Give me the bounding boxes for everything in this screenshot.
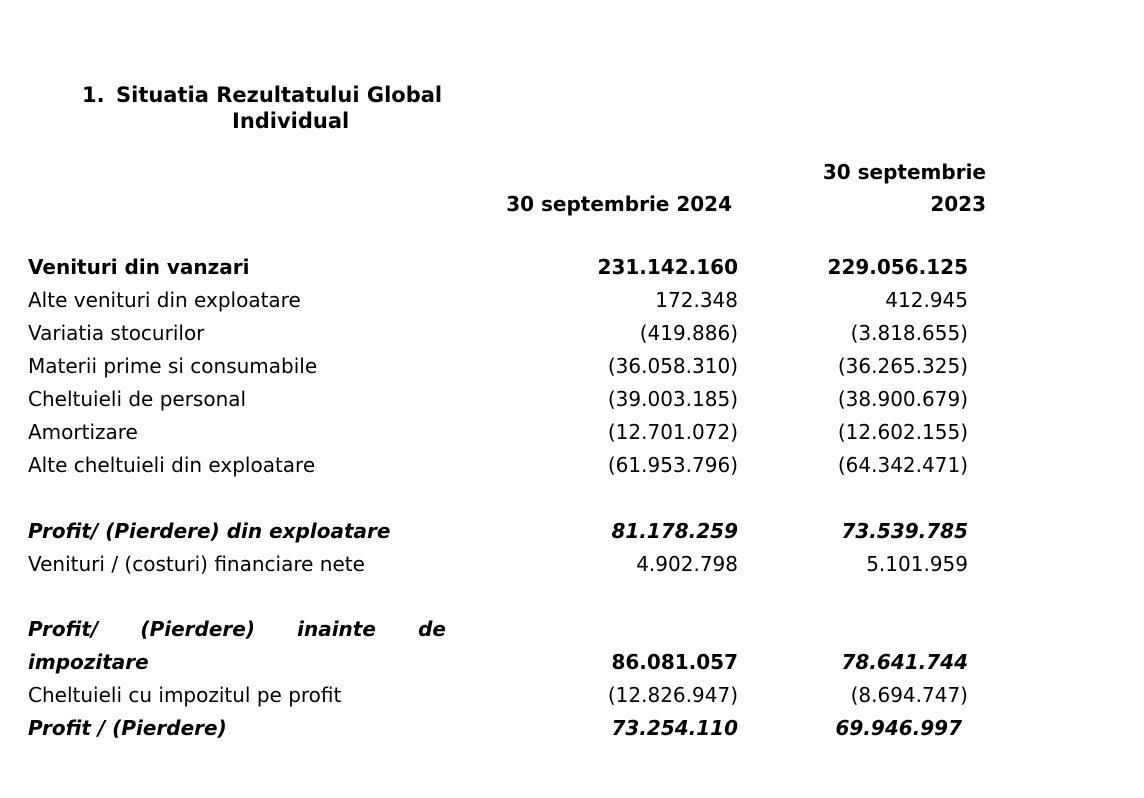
- value-2024: 231.142.160: [597, 255, 738, 279]
- row-label: Profit / (Pierdere): [28, 716, 227, 740]
- value-2023: (3.818.655): [850, 321, 968, 345]
- row-label: Amortizare: [28, 420, 138, 444]
- row-label: Cheltuieli cu impozitul pe profit: [28, 683, 342, 707]
- value-2024: (419.886): [639, 321, 738, 345]
- table-row: [28, 548, 988, 581]
- row-label: Venituri / (costuri) financiare nete: [28, 552, 365, 576]
- column-header-2023-line-1: 30 septembrie: [822, 160, 986, 184]
- table-row: [28, 317, 988, 350]
- value-2023: 73.539.785: [841, 519, 968, 543]
- row-label: Variatia stocurilor: [28, 321, 205, 345]
- table-row: [28, 383, 988, 416]
- table-row: [28, 284, 988, 317]
- value-2024: 172.348: [655, 288, 738, 312]
- table-row: [28, 449, 988, 482]
- table-row-total: [28, 712, 988, 745]
- row-label: Alte cheltuieli din exploatare: [28, 453, 316, 477]
- value-2024: 4.902.798: [636, 552, 738, 576]
- table-row: [28, 350, 988, 383]
- table-row: [28, 416, 988, 449]
- value-2023: 69.946.997: [835, 716, 962, 740]
- row-label: Venituri din vanzari: [28, 255, 250, 279]
- statement-title: [82, 82, 442, 134]
- label-word: de: [418, 617, 446, 641]
- column-header-2024: 30 septembrie 2024: [506, 192, 732, 216]
- value-2024: 81.178.259: [611, 519, 738, 543]
- value-2024: 86.081.057: [611, 650, 738, 674]
- table-row-subtotal-label-line-1: [28, 613, 988, 646]
- column-header-2023: [823, 156, 986, 220]
- value-2023: (36.265.325): [837, 354, 968, 378]
- title-number: 1.: [82, 83, 105, 107]
- value-2024: (61.953.796): [607, 453, 738, 477]
- value-2023: (12.602.155): [837, 420, 968, 444]
- row-label: Cheltuieli de personal: [28, 387, 247, 411]
- value-2023: 229.056.125: [827, 255, 968, 279]
- value-2024: (36.058.310): [607, 354, 738, 378]
- row-label: impozitare: [28, 650, 149, 674]
- value-2023: 412.945: [885, 288, 968, 312]
- row-label: Alte venituri din exploatare: [28, 288, 301, 312]
- column-header-2023-line-2: 2023: [930, 192, 986, 216]
- value-2023: 78.641.744: [841, 650, 968, 674]
- row-label: Profit/ (Pierdere) din exploatare: [28, 519, 391, 543]
- table-row-subtotal: [28, 646, 988, 679]
- value-2024: (39.003.185): [607, 387, 738, 411]
- title-line-1: Situatia Rezultatului Global: [116, 83, 443, 107]
- title-line-2: Individual: [232, 109, 350, 133]
- label-word: (Pierdere): [140, 617, 255, 641]
- value-2024: (12.826.947): [607, 683, 738, 707]
- table-row: [28, 251, 988, 284]
- value-2023: (8.694.747): [850, 683, 968, 707]
- row-label: Materii prime si consumabile: [28, 354, 318, 378]
- value-2024: (12.701.072): [607, 420, 738, 444]
- value-2023: 5.101.959: [866, 552, 968, 576]
- label-word: inainte: [297, 617, 376, 641]
- row-label-justified: [28, 613, 446, 646]
- value-2023: (38.900.679): [837, 387, 968, 411]
- value-2023: (64.342.471): [837, 453, 968, 477]
- value-2024: 73.254.110: [611, 716, 738, 740]
- table-row: [28, 679, 988, 712]
- label-word: Profit/: [28, 617, 99, 641]
- table-row-subtotal: [28, 515, 988, 548]
